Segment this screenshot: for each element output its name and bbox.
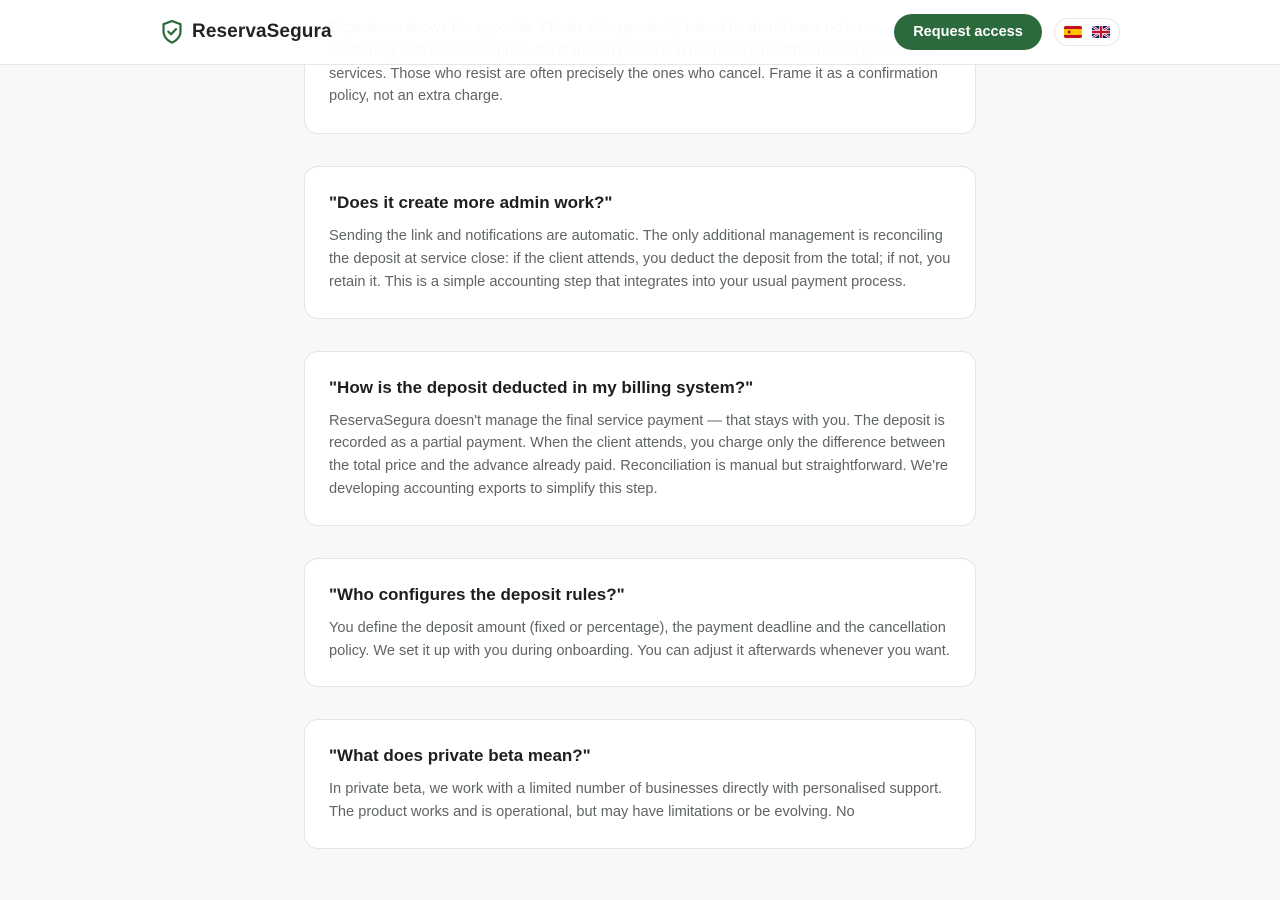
brand-name: ReservaSegura [192, 21, 332, 42]
faq-card [304, 558, 976, 688]
top-navbar [0, 0, 1280, 65]
faq-answer: Sending the link and notifications are automatic. The only additional management is reconciling the deposit at service close: if the client attends, you deduct the deposit from the total; if not, you retain it. This is a simple accounting step that integrates into your usual payment process. [329, 228, 951, 290]
language-switcher [1054, 18, 1120, 46]
uk-flag-icon [1092, 26, 1110, 38]
faq-question: "Who configures the deposit rules?" [329, 584, 625, 604]
faq-answer: You define the deposit amount (fixed or percentage), the payment deadline and the cancellation policy. We set it up with you during onboarding. You can adjust it afterwards whenever you want. [329, 619, 950, 659]
faq-list [304, 0, 976, 881]
faq-question: "Does it create more admin work?" [329, 193, 613, 213]
faq-card [304, 166, 976, 318]
language-option-en[interactable] [1092, 26, 1110, 38]
faq-answer: ReservaSegura doesn't manage the final service payment — that stays with you. The deposit is recorded as a partial payment. When the client attends, you charge only the difference between the total price and the advance already paid. Reconciliation is manual but straightforward. We're developing accounting exports to simplify this step. [329, 412, 949, 497]
request-access-button[interactable]: Request access [894, 14, 1042, 50]
language-option-es[interactable] [1064, 26, 1082, 38]
faq-card [304, 351, 976, 526]
faq-answer: In private beta, we work with a limited number of businesses directly with personalised support. The product works and is operational, but may have limitations or be evolving. No [329, 781, 943, 821]
shield-check-icon [160, 19, 184, 45]
spain-flag-icon [1064, 26, 1082, 38]
faq-card [304, 719, 976, 849]
brand-logo-link[interactable] [160, 19, 332, 45]
faq-answer: services. Those who resist are often precisely the ones who cancel. Frame it as a confirmation policy, not an extra charge. [329, 65, 938, 105]
faq-question: "What does private beta mean?" [329, 746, 591, 766]
faq-question: "How is the deposit deducted in my billing system?" [329, 377, 754, 397]
